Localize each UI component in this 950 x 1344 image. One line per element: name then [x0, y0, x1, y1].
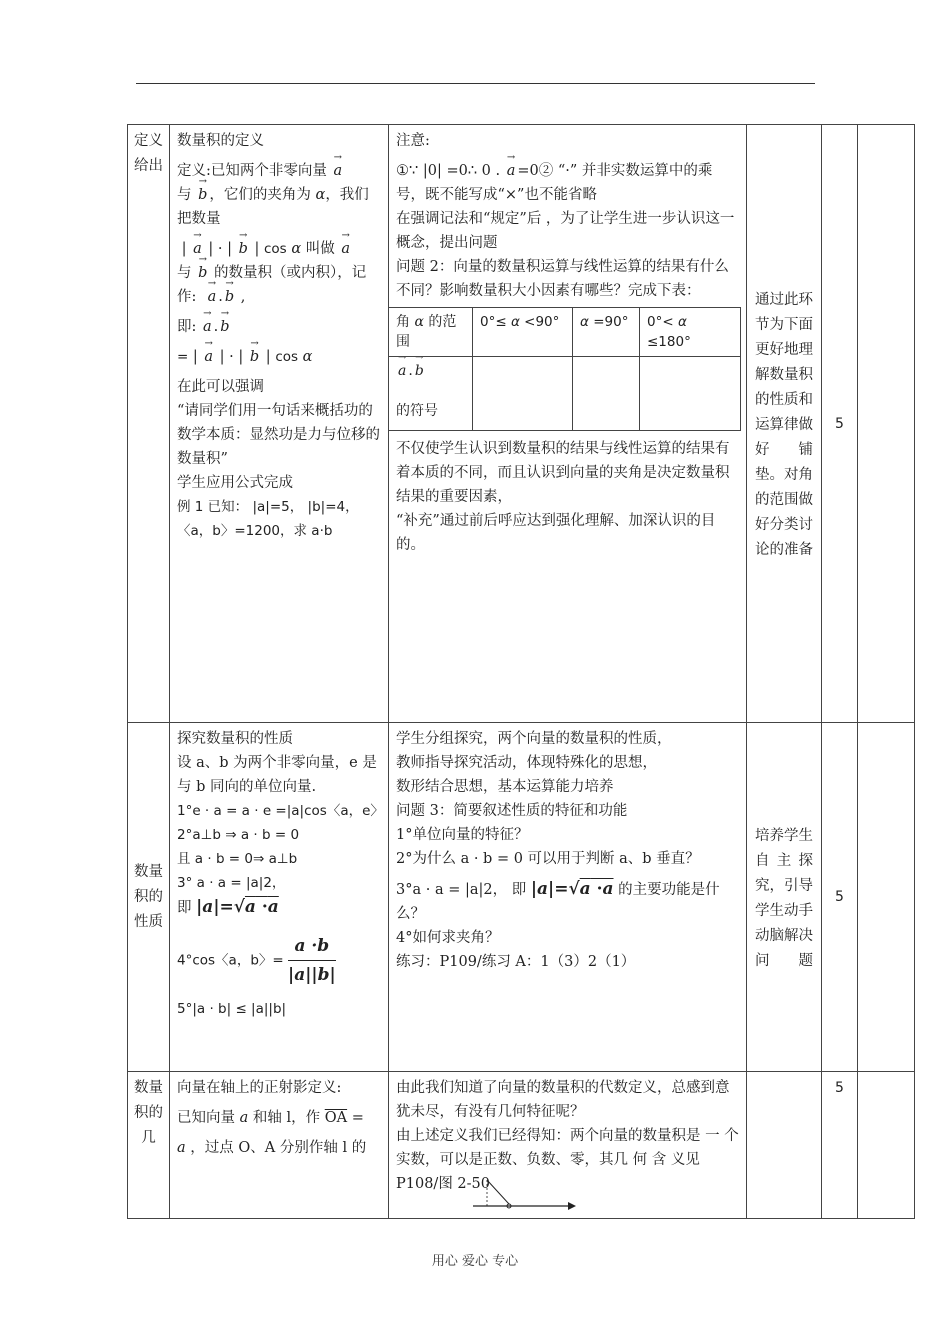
emphasis-quote: “请同学们用一句话来概括功的数学本质：显然功是力与位移的数量积” — [177, 403, 380, 467]
definition-formula: | → a | · | → b | cos α 叫做 → a 与 → b 的数量积（或内积），记作: → a . → b , — [177, 237, 381, 309]
blank-cell — [858, 723, 915, 1072]
question-item: 2°为什么 a · b = 0 可以用于判断 a、b 垂直？ — [396, 851, 700, 867]
purpose-text: 培养学生自主探究，引导学生动手动脑解决问题 — [755, 828, 813, 969]
angle-sign-table — [389, 307, 742, 431]
activity-paragraph: 学生分组探究，两个向量的数量积的性质， — [396, 731, 672, 747]
stage-label: 数量积的几 — [134, 1080, 163, 1146]
exercise-text: 练习：P109/练习 A：1（3）2（1） — [396, 954, 636, 970]
property-5: 5°|a · b| ≤ |a||b| — [177, 1001, 287, 1017]
activity-cell — [389, 125, 747, 723]
minutes-cell — [822, 1072, 858, 1219]
minutes-value: 5 — [835, 889, 844, 905]
sign-cell — [640, 357, 741, 431]
sign-cell — [473, 357, 573, 431]
content-cell — [170, 125, 389, 723]
properties-intro: 设 a、b 为两个非零向量，e 是与 b 同向的单位向量. — [177, 755, 377, 795]
definition-ji: 即: → a . → b — [177, 315, 381, 339]
blank-cell — [858, 125, 915, 723]
question-2: 问题 2：向量的数量积运算与线性运算的结果有什么不同？影响数量积大小因素有哪些？完成下表： — [396, 259, 729, 299]
purpose-cell — [747, 125, 822, 723]
content-cell — [170, 723, 389, 1072]
angle-range-obtuse: 0°< α ≤180° — [640, 308, 741, 357]
header-rule — [136, 83, 815, 84]
activity-paragraph: “补充”通过前后呼应达到强化理解、加深认识的目的。 — [396, 513, 716, 553]
projection-definition: 向量在轴上的正射影定义: — [177, 1080, 342, 1096]
activity-paragraph: 由此我们知道了向量的数量积的代数定义，总感到意犹未尽，有没有几何特征呢？ — [396, 1080, 730, 1120]
property-2b: 且 a · b = 0⇒ a⊥b — [177, 851, 298, 867]
blank-cell — [858, 1072, 915, 1219]
activity-paragraph: 不仅使学生认识到数量积的结果与线性运算的结果有着本质的不同，而且认识到向量的夹角是决定数量积结果的重要因素， — [396, 441, 730, 505]
projection-text: a ，过点 O、A 分别作轴 l 的 — [177, 1140, 367, 1156]
question-item: 1°单位向量的特征？ — [396, 827, 529, 843]
property-4: 4°cos〈a，b〉= $\frac{a \cdot b}{|a||b|}$ — [177, 936, 336, 985]
question-item: 4°如何求夹角？ — [396, 930, 500, 946]
section-title: 探究数量积的性质 — [177, 731, 293, 747]
purpose-cell — [747, 723, 822, 1072]
activity-cell — [389, 1072, 747, 1219]
property-3-formula: 即 |a|=√a ·a — [177, 897, 279, 917]
property-1: 1°e · a = a · e =|a|cos〈a，e〉 — [177, 803, 384, 819]
content-cell — [170, 1072, 389, 1219]
activity-paragraph: 由上述定义我们已经得知：两个向量的数量积是 一 个 实数，可以是正数、负数、零，其几 何 含 义见 P108/图 2-50 — [396, 1128, 739, 1192]
stage-label: 数量积的性质 — [134, 863, 163, 930]
note-title: 注意: — [396, 133, 430, 149]
dot-product-sign-header: → a . → b 的符号 — [389, 357, 473, 431]
example-text: 例 1 已知： |a|=5， |b|=4， 〈a，b〉=1200，求 a·b — [177, 499, 359, 539]
minutes-value: 5 — [835, 1080, 844, 1096]
angle-range-right: α =90° — [573, 308, 640, 357]
stage-cell — [128, 723, 170, 1072]
minutes-cell — [822, 125, 858, 723]
angle-range-header: 角 α 的范围 — [389, 308, 473, 357]
apply-text: 学生应用公式完成 — [177, 475, 293, 491]
definition-eq: = | → a | · | → b | cos α — [177, 345, 381, 369]
minutes-value: 5 — [835, 415, 844, 432]
projection-text: 已知向量 a 和轴 l，作 $\overline{OA}$ = — [177, 1110, 364, 1126]
stage-cell — [128, 125, 170, 723]
stage-cell — [128, 1072, 170, 1219]
page-footer: 用心 爱心 专心 — [431, 1254, 519, 1269]
property-3: 3° a · a = |a|2， — [177, 875, 286, 891]
table-row-properties — [128, 723, 915, 1072]
purpose-text: 通过此环节为下面更好地理解数量积的性质和运算律做好 铺垫。对角的范围做好分类讨论的准备 — [755, 292, 813, 558]
property-2: 2°a⊥b ⇒ a · b = 0 — [177, 827, 300, 843]
emphasis-text: 在此可以强调 — [177, 379, 264, 395]
note-text: ①∵ |0| =0∴ 0 . → a =0② “·” 并非实数运算中的乘号，既不能写成“×”也不能省略 — [396, 159, 739, 207]
question-3: 问题 3：简要叙述性质的特征和功能 — [396, 803, 628, 819]
activity-paragraph: 数形结合思想，基本运算能力培养 — [396, 779, 614, 795]
sign-cell — [573, 357, 640, 431]
table-row-geometry — [128, 1072, 915, 1219]
activity-cell — [389, 723, 747, 1072]
activity-paragraph: 在强调记法和“规定”后 ，为了让学生进一步认识这一概念，提出问题 — [396, 211, 735, 251]
section-title: 数量积的定义 — [177, 133, 264, 149]
stage-label: 定义给出 — [134, 133, 163, 174]
table-row-definition — [128, 125, 915, 723]
activity-paragraph: 教师指导探究活动，体现特殊化的思想， — [396, 755, 657, 771]
projection-figure — [463, 1176, 583, 1216]
angle-range-acute: 0°≤ α <90° — [473, 308, 573, 357]
question-item: 3°a · a = |a|2， 即 |a|=√a ·a 的主要功能是什么？ — [396, 879, 720, 922]
cos-fraction: $\frac{a \cdot b}{|a||b|}$ — [288, 936, 336, 985]
definition-text: 定义:已知两个非零向量 → a 与 → b ，它们的夹角为 α，我们把数量 — [177, 159, 381, 231]
lesson-plan-table — [127, 124, 915, 1219]
purpose-cell — [747, 1072, 822, 1219]
minutes-cell — [822, 723, 858, 1072]
